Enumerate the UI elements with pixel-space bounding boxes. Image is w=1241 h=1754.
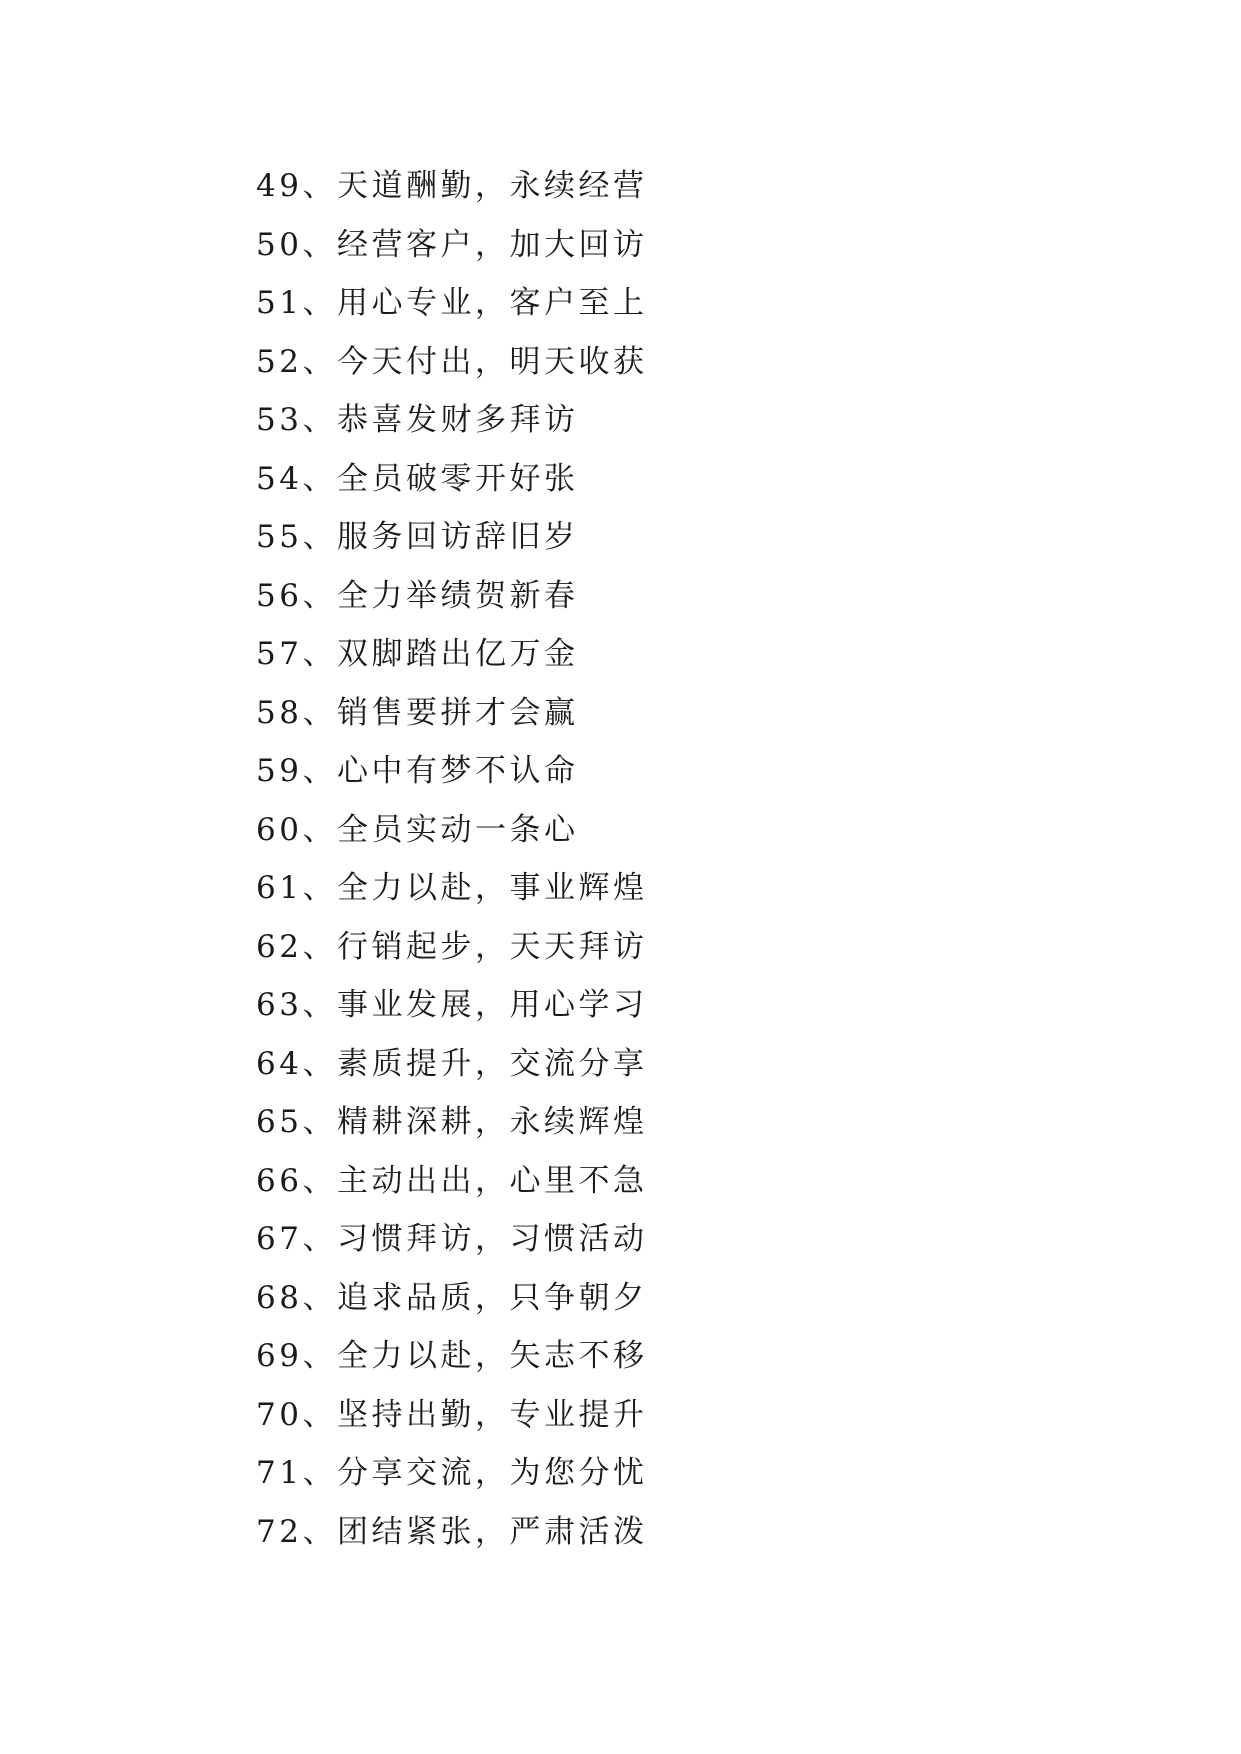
list-item: 70、坚持出勤，专业提升 bbox=[256, 1396, 648, 1433]
list-item: 51、用心专业，客户至上 bbox=[256, 285, 648, 321]
list-item: 59、心中有梦不认命 bbox=[256, 753, 579, 789]
list-item: 58、销售要拼才会赢 bbox=[256, 694, 579, 731]
slogan-list bbox=[256, 157, 647, 1561]
list-item: 60、全员实动一条心 bbox=[256, 811, 579, 848]
list-item: 72、团结紧张，严肃活泼 bbox=[256, 1513, 648, 1550]
list-item: 64、素质提升，交流分享 bbox=[256, 1045, 648, 1082]
list-item: 63、事业发展，用心学习 bbox=[256, 987, 648, 1023]
list-item: 69、全力以赴，矢志不移 bbox=[256, 1338, 648, 1374]
list-item: 68、追求品质，只争朝夕 bbox=[256, 1279, 648, 1316]
list-item: 52、今天付出，明天收获 bbox=[256, 343, 648, 380]
list-item: 61、全力以赴，事业辉煌 bbox=[256, 870, 648, 906]
list-item: 65、精耕深耕，永续辉煌 bbox=[256, 1104, 648, 1140]
list-item: 66、主动出出，心里不急 bbox=[256, 1162, 648, 1199]
list-item: 57、双脚踏出亿万金 bbox=[256, 636, 579, 672]
list-item: 71、分享交流，为您分忧 bbox=[256, 1455, 648, 1491]
list-item: 54、全员破零开好张 bbox=[256, 460, 579, 497]
list-item: 56、全力举绩贺新春 bbox=[256, 577, 579, 614]
list-item: 67、习惯拜访，习惯活动 bbox=[256, 1221, 648, 1257]
list-item: 49、天道酬勤，永续经营 bbox=[256, 168, 648, 204]
list-item: 50、经营客户，加大回访 bbox=[256, 226, 648, 263]
list-item: 55、服务回访辞旧岁 bbox=[256, 519, 579, 555]
list-item: 53、恭喜发财多拜访 bbox=[256, 402, 579, 438]
list-item: 62、行销起步，天天拜访 bbox=[256, 928, 648, 965]
